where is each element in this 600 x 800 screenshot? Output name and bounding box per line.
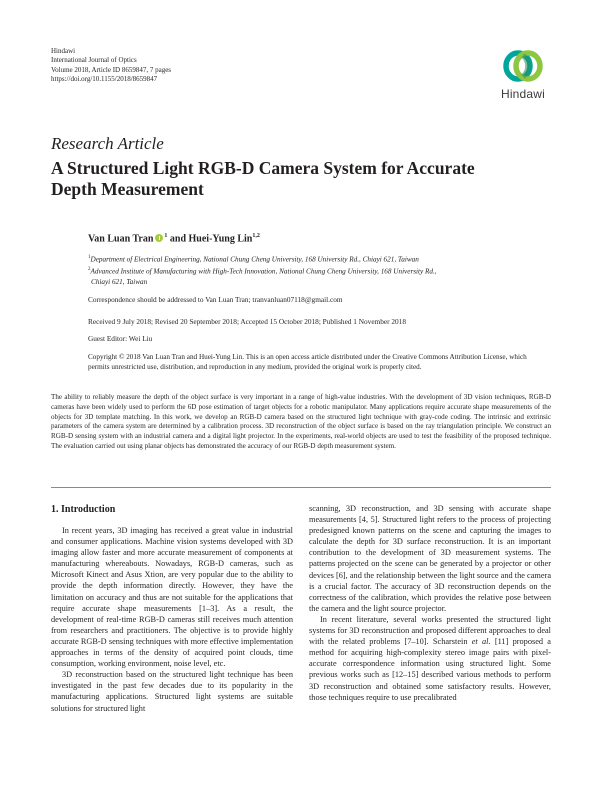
paper-title: A Structured Light RGB-D Camera System for Accurate Depth Measurement <box>51 158 475 199</box>
affiliation-item <box>88 253 528 265</box>
affiliations <box>88 253 528 287</box>
publication-dates: Received 9 July 2018; Revised 20 September 2018; Accepted 15 October 2018; Published 1 November 2018 <box>88 317 406 326</box>
body-paragraph: In recent years, 3D imaging has received a great value in industrial and consumer applications. Machine vision systems developed with 3D imaging allow faster and more accurate measurement of components at manufacturing whereabouts. Nowadays, RGB-D cameras, such as Microsoft Kinect and Asus Xtion, are very popular due to the ability to provide the depth information directly. However, they have the limitation on accuracy and thus are not suitable for the applications that require accurate shape measurements [1–3]. As a result, the development of real-time RGB-D cameras still receives much attention from researchers and practitioners. The objective is to provide highly accurate RGB-D sensing techniques with more effective implementation approaches in terms of the density of acquired point clouds, time consumption, working environment, noise level, etc. <box>51 526 293 669</box>
publisher-name: Hindawi <box>51 47 76 55</box>
author-name[interactable]: Huei-Yung Lin <box>188 233 253 245</box>
affiliation-sup: 2 <box>88 266 91 272</box>
journal-meta <box>51 47 171 84</box>
author-name[interactable]: Van Luan Tran <box>88 233 154 245</box>
author-conjunction: and <box>169 233 187 245</box>
abstract: The ability to reliably measure the depth of the object surface is very important in a range of high-value industries. With the development of 3D vision techniques, RGB-D cameras have been widely used to perform the 6D pose estimation of target objects for a robotic manipulator. Many applications require accurate shape measurements of the objects for 3D template matching. In this work, we develop an RGB-D camera based on the structured light technique with gray-code coding. The intrinsic and extrinsic parameters of the camera system are determined by a calibration process. 3D reconstruction of the object surface is based on the ray triangulation principle. We construct an RGB-D sensing system with an industrial camera and a digital light projector. In the experiments, real-world objects are used to test the feasibility of the proposed technique. The evaluation carried out using planar objects has demonstrated the accuracy of our RGB-D depth measurement system. <box>51 393 551 450</box>
doi-link[interactable]: https://doi.org/10.1155/2018/8659847 <box>51 74 158 83</box>
orcid-icon[interactable] <box>155 234 163 242</box>
section-divider <box>51 487 551 488</box>
guest-editor: Guest Editor: Wei Liu <box>88 334 153 343</box>
copyright-notice: Copyright © 2018 Van Luan Tran and Huei-Yung Lin. This is an open access article distributed under the Creative Commons Attribution License, which permits unrestricted use, distribution, and reproduction in any medium, provided the original work is properly cited. <box>88 353 527 372</box>
body-paragraph: 3D reconstruction based on the structured light technique has been investigated in the past few decades due to its popularity in the manufacturing applications. Structured light systems are suitable solutions for structured light <box>51 670 293 713</box>
body-paragraph: scanning, 3D reconstruction, and 3D sensing with accurate shape measurements [4, 5]. Structured light refers to the process of projecting predesigned known patterns on the scene and capturing the images to calculate the depth for 3D surface reconstruction. It is an important contribution to the development of 3D measurement systems. The patterns projected on the scene can be generated by a projector or other devices [6], and the relationship between the light source and the camera is a crucial factor. The accuracy of 3D reconstruction depends on the correctness of the calibration, which provides the relative pose between the camera and the light source projector. <box>309 504 551 613</box>
body-column-right <box>309 503 551 703</box>
section-heading: 1. Introduction <box>51 504 116 515</box>
body-paragraph <box>309 614 551 703</box>
body-text-run: In recent literature, several works presented the structured light systems for 3D reconstruction and proposed different approaches to deal with the related problems [7–10]. Scharstein <box>309 614 551 647</box>
affiliation-sup: 1 <box>88 255 91 260</box>
hindawi-logo <box>495 46 551 108</box>
body-text-emphasis: et al. <box>471 637 491 647</box>
author-list <box>88 233 260 244</box>
volume-line: Volume 2018, Article ID 8659847, 7 pages <box>51 65 172 74</box>
correspondence: Correspondence should be addressed to Van Luan Tran; tranvanluan07118@gmail.com <box>88 295 343 304</box>
article-type: Research Article <box>51 134 164 153</box>
author-affil-sup: 1 <box>164 233 168 239</box>
body-column-left <box>51 525 293 714</box>
hindawi-rings-icon <box>501 46 545 86</box>
journal-name: International Journal of Optics <box>51 56 137 65</box>
affiliation-text: Advanced Institute of Manufacturing with High-Tech Innovation, National Chung Cheng University, 168 University Rd., <box>90 267 437 276</box>
affiliation-continuation: Chiayi 621, Taiwan <box>91 277 148 286</box>
logo-text: Hindawi <box>500 87 546 101</box>
affiliation-item <box>88 265 528 277</box>
affiliation-text: Department of Electrical Engineering, National Chung Cheng University, 168 University Rd., Chiayi 621, Taiwan <box>90 255 419 264</box>
body-text-run: [11] proposed a method for acquiring high-complexity stereo image pairs with pixel-accurate correspondence information using structured light. Some previous works such as [12–15] described various methods to perform 3D reconstruction and obtained some satisfactory results. However, those techniques require to use precalibrated <box>309 637 551 702</box>
author-affil-sup: 1,2 <box>252 233 260 239</box>
